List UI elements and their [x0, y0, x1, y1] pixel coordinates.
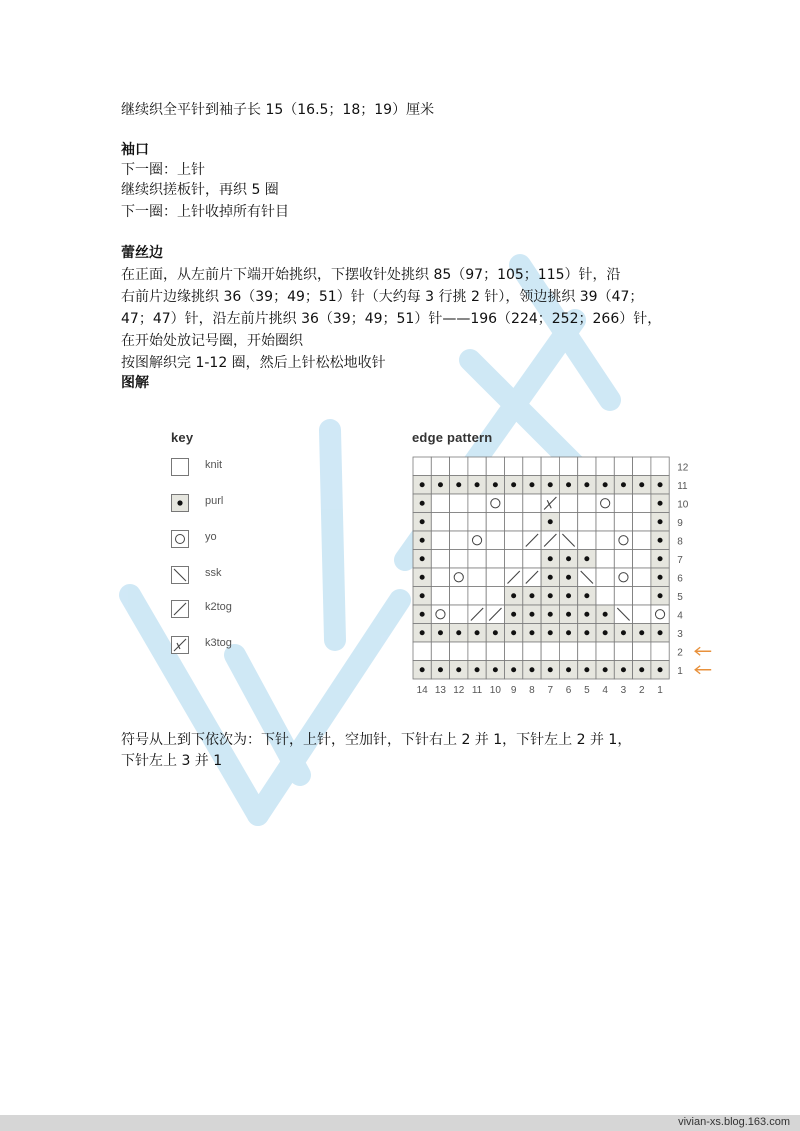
chart-cell	[505, 550, 523, 569]
purl-mark	[658, 501, 663, 506]
purl-mark	[493, 667, 498, 672]
purl-mark	[548, 556, 553, 561]
key-label: knit	[205, 459, 223, 471]
row-label: 6	[677, 573, 683, 585]
row-label: 12	[677, 462, 689, 474]
cuff-line: 继续织搓板针，再织 5 圈	[121, 182, 279, 198]
chart-cell	[450, 605, 468, 624]
chart-cell	[596, 642, 614, 661]
chart-cell	[596, 568, 614, 587]
chart-cell	[468, 531, 486, 550]
chart-cell	[505, 513, 523, 532]
chart-cell	[450, 550, 468, 569]
key-label: purl	[205, 495, 224, 507]
purl-mark	[603, 667, 608, 672]
column-label: 10	[489, 685, 501, 696]
chart-cell	[468, 494, 486, 513]
lace-line: 在正面，从左前片下端开始挑织，下摆收针处挑织 85（97；105；115）针，沿	[121, 267, 621, 283]
chart-cell	[633, 587, 651, 606]
chart-cell	[614, 494, 632, 513]
footer-site: vivian-xs.blog.163.com	[678, 1116, 790, 1128]
chart-cell	[468, 513, 486, 532]
row-label: 9	[677, 517, 683, 529]
purl-mark	[584, 593, 589, 598]
chart-cell	[523, 642, 541, 661]
purl-mark	[420, 556, 425, 561]
chart-cell	[450, 587, 468, 606]
key-label: ssk	[205, 567, 222, 579]
chart-cell	[633, 531, 651, 550]
chart-cell	[468, 587, 486, 606]
purl-mark	[584, 482, 589, 487]
lace-line: 按图解织完 1-12 圈，然后上针松松地收针	[121, 355, 386, 371]
chart-cell	[596, 531, 614, 550]
column-label: 14	[416, 685, 428, 696]
chart-cell	[596, 550, 614, 569]
chart-cell	[559, 494, 577, 513]
column-label: 8	[529, 685, 535, 696]
chart-cell	[614, 587, 632, 606]
chart-cell	[431, 568, 449, 587]
purl-mark	[420, 519, 425, 524]
purl-mark	[475, 667, 480, 672]
line-sleeve: 继续织全平针到袖子长 15（16.5；18；19）厘米	[121, 102, 435, 118]
chart-cell	[486, 550, 504, 569]
chart-cell	[633, 550, 651, 569]
purl-mark	[475, 482, 480, 487]
chart-cell	[450, 457, 468, 476]
purl-mark	[658, 538, 663, 543]
row-label: 8	[677, 536, 683, 548]
chart-cell	[651, 605, 669, 624]
column-label: 6	[565, 685, 572, 696]
purl-mark	[529, 612, 534, 617]
purl-mark	[438, 630, 443, 635]
key-label: k2tog	[205, 601, 232, 613]
purl-mark	[658, 667, 663, 672]
purl-mark	[603, 482, 608, 487]
purl-mark	[658, 556, 663, 561]
chart-cell	[431, 605, 449, 624]
purl-mark	[603, 612, 608, 617]
purl-mark	[493, 630, 498, 635]
lace-line: 右前片边缘挑织 36（39；49；51）针（大约每 3 行挑 2 针），领边挑织 39（47；	[121, 289, 644, 305]
purl-mark	[529, 593, 534, 598]
chart-cell	[651, 642, 669, 661]
purl-mark	[621, 482, 626, 487]
chart-cell	[468, 642, 486, 661]
cuff-line: 下一圈：上针收掉所有针目	[121, 204, 289, 220]
chart-cell	[450, 494, 468, 513]
column-label: 9	[510, 685, 517, 696]
purl-mark	[511, 630, 516, 635]
chart-cell	[413, 457, 431, 476]
column-label: 12	[453, 685, 465, 696]
chart-cell	[468, 550, 486, 569]
purl-mark	[639, 482, 644, 487]
chart-cell	[614, 568, 632, 587]
column-label: 4	[602, 685, 608, 696]
lace-line: 47；47）针，沿左前片挑织 36（39；49；51）针——196（224；252；266）针，	[121, 311, 662, 327]
chart-cell	[450, 568, 468, 587]
chart-cell	[614, 457, 632, 476]
cuff-line: 下一圈：上针	[121, 162, 205, 178]
purl-mark	[511, 667, 516, 672]
purl-mark	[420, 501, 425, 506]
chart-cell	[431, 587, 449, 606]
purl-mark	[548, 482, 553, 487]
purl-mark	[511, 612, 516, 617]
chart-cell	[633, 642, 651, 661]
purl-mark	[529, 630, 534, 635]
purl-mark	[420, 612, 425, 617]
chart-cell	[413, 642, 431, 661]
chart-cell	[523, 513, 541, 532]
chart-cell	[651, 457, 669, 476]
purl-mark	[511, 482, 516, 487]
purl-mark	[566, 482, 571, 487]
purl-mark	[493, 482, 498, 487]
column-label: 7	[547, 685, 554, 696]
row-label: 7	[677, 554, 683, 566]
purl-mark	[456, 630, 461, 635]
purl-mark	[566, 612, 571, 617]
chart-cell	[633, 513, 651, 532]
key-label: k3tog	[205, 637, 232, 649]
chart-cell	[468, 457, 486, 476]
purl-mark	[566, 575, 571, 580]
purl-mark	[475, 630, 480, 635]
chart-title: edge pattern	[412, 430, 493, 445]
purl-mark	[639, 667, 644, 672]
purl-mark	[621, 667, 626, 672]
column-label: 1	[657, 685, 663, 696]
purl-mark	[456, 667, 461, 672]
chart-cell	[450, 531, 468, 550]
purl-mark	[566, 630, 571, 635]
purl-mark	[658, 630, 663, 635]
chart-cell	[505, 531, 523, 550]
purl-mark	[584, 612, 589, 617]
chart-cell	[578, 642, 596, 661]
row-label: 10	[677, 499, 689, 511]
purl-mark	[639, 630, 644, 635]
purl-mark	[566, 593, 571, 598]
chart-cell	[486, 494, 504, 513]
chart-cell	[431, 457, 449, 476]
chart-cell	[578, 494, 596, 513]
purl-mark	[584, 630, 589, 635]
purl-mark	[658, 575, 663, 580]
chart-cell	[523, 494, 541, 513]
note-line: 下针左上 3 并 1	[121, 753, 223, 769]
chart-cell	[486, 642, 504, 661]
purl-mark	[584, 556, 589, 561]
row-label: 11	[677, 480, 688, 492]
chart-cell	[633, 605, 651, 624]
purl-mark	[603, 630, 608, 635]
key-title: key	[171, 430, 194, 445]
purl-mark	[420, 630, 425, 635]
footer-bar	[0, 1115, 800, 1131]
chart-cell	[596, 457, 614, 476]
chart-cell	[578, 531, 596, 550]
purl-mark	[584, 667, 589, 672]
purl-mark	[566, 556, 571, 561]
chart-cell	[559, 642, 577, 661]
chart-cell	[486, 457, 504, 476]
chart-cell	[541, 457, 559, 476]
purl-mark	[456, 482, 461, 487]
purl-mark	[548, 630, 553, 635]
row-label: 5	[677, 591, 683, 603]
chart-cell	[486, 531, 504, 550]
chart-cell	[523, 550, 541, 569]
chart-cell	[614, 642, 632, 661]
purl-mark	[621, 630, 626, 635]
chart-cell	[541, 642, 559, 661]
cuff-heading: 袖口	[121, 142, 149, 158]
chart-cell	[431, 513, 449, 532]
chart-cell	[450, 642, 468, 661]
chart-cell	[468, 568, 486, 587]
purl-mark	[566, 667, 571, 672]
chart-cell	[614, 550, 632, 569]
chart-cell	[633, 494, 651, 513]
chart-cell	[431, 531, 449, 550]
chart-cell	[596, 494, 614, 513]
chart-cell	[578, 457, 596, 476]
purl-mark	[548, 575, 553, 580]
chart-cell	[486, 587, 504, 606]
purl-mark	[511, 593, 516, 598]
chart-cell	[505, 642, 523, 661]
chart-cell	[431, 494, 449, 513]
purl-mark	[438, 667, 443, 672]
row-label: 3	[677, 628, 683, 640]
chart-cell	[450, 513, 468, 532]
purl-mark	[420, 667, 425, 672]
chart-cell	[633, 457, 651, 476]
chart-cell	[559, 513, 577, 532]
purl-mark	[658, 482, 663, 487]
purl-mark	[420, 575, 425, 580]
purl-mark	[438, 482, 443, 487]
column-label: 5	[584, 685, 590, 696]
purl-mark	[548, 612, 553, 617]
chart-cell	[559, 457, 577, 476]
chart-cell	[633, 568, 651, 587]
chart-cell	[523, 457, 541, 476]
note-line: 符号从上到下依次为：下针，上针，空加针，下针右上 2 并 1，下针左上 2 并 1，	[121, 732, 632, 748]
chart-cell	[505, 457, 523, 476]
purl-mark	[420, 482, 425, 487]
chart-cell	[596, 587, 614, 606]
purl-mark	[658, 519, 663, 524]
lace-heading: 蕾丝边	[121, 245, 163, 261]
lace-line: 在开始处放记号圈，开始圈织	[121, 333, 303, 349]
chart-cell	[505, 494, 523, 513]
purl-mark	[548, 593, 553, 598]
column-label: 3	[620, 685, 627, 696]
column-label: 13	[434, 685, 447, 696]
purl-mark	[529, 667, 534, 672]
chart-cell	[614, 513, 632, 532]
chart-cell	[431, 550, 449, 569]
chart-cell	[486, 568, 504, 587]
purl-mark	[548, 519, 553, 524]
purl-mark	[548, 667, 553, 672]
chart-cell	[578, 513, 596, 532]
column-label: 2	[638, 685, 645, 696]
chart-cell	[596, 513, 614, 532]
diagram-heading: 图解	[121, 375, 149, 391]
row-label: 2	[677, 647, 683, 659]
purl-mark	[529, 482, 534, 487]
chart-cell	[486, 513, 504, 532]
purl-mark	[420, 593, 425, 598]
chart-cell	[614, 531, 632, 550]
column-label: 11	[471, 685, 483, 696]
purl-mark	[420, 538, 425, 543]
row-label: 4	[677, 610, 683, 622]
purl-mark	[658, 593, 663, 598]
row-label: 1	[677, 665, 683, 677]
key-label: yo	[205, 531, 217, 543]
chart-cell	[431, 642, 449, 661]
